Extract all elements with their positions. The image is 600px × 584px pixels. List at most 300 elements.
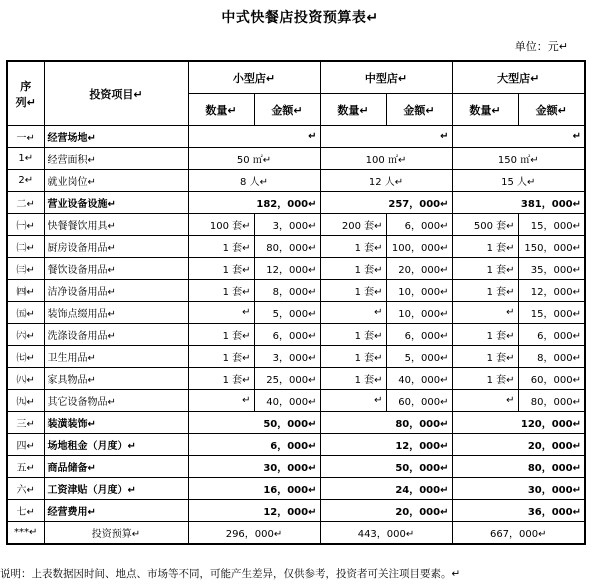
large-total xyxy=(452,434,585,456)
cell-mark: ↵ xyxy=(308,131,317,142)
small-qty-text: 100 套 xyxy=(209,221,243,232)
small-amount xyxy=(254,346,320,368)
cell-mark: ↵ xyxy=(572,221,581,232)
row-item xyxy=(44,434,188,456)
medium-total xyxy=(320,126,452,148)
title-text: 中式快餐店投资预算表 xyxy=(221,10,367,26)
medium-amount xyxy=(386,368,452,390)
row-item xyxy=(44,258,188,280)
cell-mark: ↵ xyxy=(308,243,317,254)
table-row xyxy=(7,258,585,280)
cell-mark: ↵ xyxy=(87,133,96,144)
small-total-text: 30，000 xyxy=(263,463,309,474)
small-amount xyxy=(254,236,320,258)
large-amount xyxy=(518,368,585,390)
large-qty-text: 1 套 xyxy=(486,287,507,298)
cell-mark: ↵ xyxy=(293,103,303,117)
cell-mark: ↵ xyxy=(24,153,34,164)
cell-mark: ↵ xyxy=(26,441,35,452)
cell-mark: ↵ xyxy=(107,331,116,342)
cell-mark: ↵ xyxy=(259,177,268,188)
row-seq-text: 五 xyxy=(16,463,27,474)
cell-mark: ↵ xyxy=(26,375,35,386)
cell-mark: ↵ xyxy=(572,375,581,386)
small-total-text: 12，000 xyxy=(263,507,309,518)
row-item-text: 家具物品 xyxy=(47,375,88,386)
medium-total xyxy=(320,192,452,214)
large-total xyxy=(452,192,585,214)
large-total xyxy=(452,478,585,500)
row-item xyxy=(44,126,188,148)
row-item xyxy=(44,280,188,302)
cell-mark: ↵ xyxy=(440,131,449,142)
cell-mark: ↵ xyxy=(26,133,35,144)
cell-mark: ↵ xyxy=(572,419,581,430)
header-item-text: 投资项目 xyxy=(89,87,134,101)
row-item-text: 投资预算 xyxy=(91,529,132,540)
cell-mark: ↵ xyxy=(538,529,547,540)
row-item xyxy=(44,368,188,390)
small-value-text: 8 人 xyxy=(240,177,260,188)
small-qty-text: 1 套 xyxy=(222,265,243,276)
small-amount-text: 5，000 xyxy=(272,309,309,320)
row-seq xyxy=(7,192,44,214)
medium-total xyxy=(320,456,452,478)
row-seq xyxy=(7,456,44,478)
row-seq-text: 1 xyxy=(18,153,25,164)
cell-mark: ↵ xyxy=(107,243,116,254)
small-total-text: 296，000 xyxy=(225,529,274,540)
cell-mark: ↵ xyxy=(242,395,251,406)
small-amount xyxy=(254,280,320,302)
medium-value xyxy=(320,148,452,170)
small-qty xyxy=(188,280,254,302)
table-row xyxy=(7,346,585,368)
row-item xyxy=(44,412,188,434)
row-item xyxy=(44,500,188,522)
table-row xyxy=(7,302,585,324)
row-item xyxy=(44,390,188,412)
row-seq xyxy=(7,346,44,368)
row-seq xyxy=(7,236,44,258)
large-amount-text: 15，000 xyxy=(530,309,573,320)
cell-mark: ↵ xyxy=(506,353,515,364)
small-qty xyxy=(188,390,254,412)
cell-mark: ↵ xyxy=(26,353,35,364)
cell-mark: ↵ xyxy=(308,419,317,430)
small-amount-text: 3，000 xyxy=(272,353,309,364)
medium-amount-text: 10，000 xyxy=(398,287,441,298)
row-item-text: 洗涤设备用品 xyxy=(47,331,108,342)
budget-table xyxy=(6,60,586,545)
cell-mark: ↵ xyxy=(440,507,449,518)
row-seq xyxy=(7,368,44,390)
medium-amount-text: 10，000 xyxy=(398,309,441,320)
row-seq xyxy=(7,280,44,302)
row-seq xyxy=(7,214,44,236)
cell-mark: ↵ xyxy=(107,397,116,408)
small-amount-text: 25，000 xyxy=(266,375,309,386)
table-row xyxy=(7,456,585,478)
large-total xyxy=(452,412,585,434)
cell-mark: ↵ xyxy=(572,441,581,452)
cell-mark: ↵ xyxy=(107,221,116,232)
cell-mark: ↵ xyxy=(405,529,415,540)
large-value xyxy=(452,148,585,170)
small-qty xyxy=(188,324,254,346)
cell-mark: ↵ xyxy=(242,221,251,232)
medium-amount-text: 40，000 xyxy=(398,375,441,386)
cell-mark: ↵ xyxy=(87,419,96,430)
cell-mark: ↵ xyxy=(87,507,96,518)
row-item-text: 洁净设备用品 xyxy=(47,287,108,298)
large-qty xyxy=(452,346,518,368)
large-amount-text: 150，000 xyxy=(524,243,573,254)
table-row xyxy=(7,390,585,412)
cell-mark: ↵ xyxy=(308,287,317,298)
cell-mark: ↵ xyxy=(440,221,449,232)
row-item xyxy=(44,324,188,346)
cell-mark: ↵ xyxy=(273,529,283,540)
cell-mark: ↵ xyxy=(440,199,449,210)
medium-total-text: 257，000 xyxy=(388,199,441,210)
header-seq-line1: 序 xyxy=(20,79,32,93)
large-qty xyxy=(452,302,518,324)
header-medium-amount xyxy=(386,94,452,126)
medium-total-text: 24，000 xyxy=(395,485,441,496)
cell-mark: ↵ xyxy=(527,177,536,188)
medium-total-text: 50，000 xyxy=(395,463,441,474)
large-total-text: 381，000 xyxy=(520,199,573,210)
table-row xyxy=(7,126,585,148)
cell-mark: ↵ xyxy=(374,243,383,254)
cell-mark: ↵ xyxy=(242,353,251,364)
cell-mark: ↵ xyxy=(374,375,383,386)
cell-mark: ↵ xyxy=(440,309,449,320)
row-seq-text: ㈦ xyxy=(16,353,27,364)
cell-mark: ↵ xyxy=(572,353,581,364)
table-row xyxy=(7,478,585,500)
qty-text: 数量 xyxy=(337,103,360,117)
small-total xyxy=(188,478,320,500)
cell-mark: ↵ xyxy=(87,463,96,474)
cell-mark: ↵ xyxy=(506,243,515,254)
row-seq-text: ㈠ xyxy=(16,221,27,232)
small-amount-text: 80，000 xyxy=(266,243,309,254)
header-small xyxy=(188,61,320,94)
table-row xyxy=(7,192,585,214)
row-item-text: 经营费用 xyxy=(47,507,88,518)
small-qty xyxy=(188,236,254,258)
cell-mark: ↵ xyxy=(107,199,116,210)
small-total xyxy=(188,412,320,434)
cell-mark: ↵ xyxy=(308,375,317,386)
cell-mark: ↵ xyxy=(572,397,581,408)
cell-mark: ↵ xyxy=(506,265,515,276)
cell-mark: ↵ xyxy=(26,95,36,109)
cell-mark: ↵ xyxy=(572,265,581,276)
row-seq-text: ㈣ xyxy=(16,287,27,298)
cell-mark: ↵ xyxy=(87,353,96,364)
medium-amount xyxy=(386,280,452,302)
row-seq xyxy=(7,522,44,545)
row-item-text: 经营场地 xyxy=(47,133,88,144)
large-qty xyxy=(452,324,518,346)
row-item-text: 装饰点缀用品 xyxy=(47,309,108,320)
cell-mark: ↵ xyxy=(308,265,317,276)
cell-mark: ↵ xyxy=(374,353,383,364)
row-seq xyxy=(7,258,44,280)
table-row xyxy=(7,522,585,545)
paragraph-mark: ↵ xyxy=(451,568,461,580)
small-amount xyxy=(254,258,320,280)
large-total xyxy=(452,522,585,545)
unit-label xyxy=(515,38,568,54)
amount-text: 金额 xyxy=(535,103,558,117)
medium-total xyxy=(320,522,452,545)
cell-mark: ↵ xyxy=(308,353,317,364)
cell-mark: ↵ xyxy=(87,375,96,386)
medium-amount xyxy=(386,258,452,280)
small-amount xyxy=(254,324,320,346)
row-seq-text: *** xyxy=(14,527,30,538)
small-qty xyxy=(188,346,254,368)
medium-amount xyxy=(386,324,452,346)
medium-value-text: 100 ㎡ xyxy=(365,155,398,166)
cell-mark: ↵ xyxy=(26,309,35,320)
small-total xyxy=(188,522,320,545)
large-total-text: 667，000 xyxy=(489,529,539,540)
cell-mark: ↵ xyxy=(127,441,136,452)
row-seq-text: ㈨ xyxy=(16,397,27,408)
row-item-text: 商品储备 xyxy=(47,463,88,474)
header-medium-text: 中型店 xyxy=(364,71,398,85)
row-seq-text: ㈥ xyxy=(16,331,27,342)
paragraph-mark: ↵ xyxy=(366,10,379,26)
large-amount-text: 6，000 xyxy=(537,331,573,342)
small-qty xyxy=(188,368,254,390)
small-amount-text: 3，000 xyxy=(272,221,309,232)
large-amount xyxy=(518,390,585,412)
cell-mark: ↵ xyxy=(262,155,272,166)
cell-mark: ↵ xyxy=(26,463,35,474)
row-seq-text: ㈧ xyxy=(16,375,27,386)
medium-value-text: 12 人 xyxy=(368,177,395,188)
small-total-text: 182，000 xyxy=(256,199,309,210)
table-row xyxy=(7,214,585,236)
cell-mark: ↵ xyxy=(374,287,383,298)
cell-mark: ↵ xyxy=(374,307,383,318)
cell-mark: ↵ xyxy=(506,331,515,342)
qty-text: 数量 xyxy=(469,103,492,117)
amount-text: 金额 xyxy=(271,103,294,117)
row-seq xyxy=(7,478,44,500)
row-item xyxy=(44,214,188,236)
cell-mark: ↵ xyxy=(26,265,35,276)
medium-total-text: 80，000 xyxy=(395,419,441,430)
cell-mark: ↵ xyxy=(127,485,136,496)
table-row xyxy=(7,280,585,302)
cell-mark: ↵ xyxy=(506,287,515,298)
row-seq-text: 一 xyxy=(16,133,27,144)
header-medium xyxy=(320,61,452,94)
cell-mark: ↵ xyxy=(242,375,251,386)
cell-mark: ↵ xyxy=(29,527,38,538)
cell-mark: ↵ xyxy=(572,309,581,320)
small-qty-text: 1 套 xyxy=(222,243,243,254)
paragraph-mark: ↵ xyxy=(558,40,568,53)
table-row xyxy=(7,236,585,258)
medium-amount-text: 60，000 xyxy=(398,397,441,408)
small-total xyxy=(188,126,320,148)
cell-mark: ↵ xyxy=(242,265,251,276)
medium-qty-text: 1 套 xyxy=(354,375,375,386)
row-seq xyxy=(7,434,44,456)
cell-mark: ↵ xyxy=(26,243,35,254)
medium-amount-text: 6，000 xyxy=(404,331,441,342)
large-amount xyxy=(518,214,585,236)
cell-mark: ↵ xyxy=(506,375,515,386)
row-seq xyxy=(7,412,44,434)
cell-mark: ↵ xyxy=(308,221,317,232)
small-value xyxy=(188,170,320,192)
large-total-text: 120，000 xyxy=(520,419,573,430)
page-title xyxy=(0,7,600,27)
large-total xyxy=(452,500,585,522)
row-item xyxy=(44,456,188,478)
cell-mark: ↵ xyxy=(26,331,35,342)
table-row xyxy=(7,434,585,456)
medium-qty-text: 200 套 xyxy=(341,221,375,232)
large-total xyxy=(452,126,585,148)
large-amount xyxy=(518,236,585,258)
large-amount xyxy=(518,280,585,302)
large-qty-text: 1 套 xyxy=(486,375,507,386)
small-amount-text: 8，000 xyxy=(272,287,309,298)
footnote xyxy=(0,566,460,581)
cell-mark: ↵ xyxy=(440,375,449,386)
cell-mark: ↵ xyxy=(308,485,317,496)
header-row-1 xyxy=(7,61,585,94)
row-item-text: 其它设备物品 xyxy=(47,397,108,408)
row-item xyxy=(44,192,188,214)
small-amount-text: 6，000 xyxy=(272,331,309,342)
small-qty-text: 1 套 xyxy=(222,331,243,342)
small-total xyxy=(188,192,320,214)
medium-amount xyxy=(386,390,452,412)
cell-mark: ↵ xyxy=(397,71,408,85)
small-value-text: 50 ㎡ xyxy=(236,155,263,166)
table-row xyxy=(7,324,585,346)
row-item xyxy=(44,302,188,324)
cell-mark: ↵ xyxy=(308,463,317,474)
small-qty xyxy=(188,214,254,236)
medium-total-text: 20，000 xyxy=(395,507,441,518)
medium-total-text: 443，000 xyxy=(357,529,406,540)
cell-mark: ↵ xyxy=(530,155,539,166)
cell-mark: ↵ xyxy=(440,485,449,496)
medium-qty xyxy=(320,346,386,368)
large-qty-text: 1 套 xyxy=(486,243,507,254)
row-seq-text: ㈡ xyxy=(16,243,27,254)
row-seq xyxy=(7,170,44,192)
small-amount-text: 12，000 xyxy=(266,265,309,276)
small-amount xyxy=(254,302,320,324)
cell-mark: ↵ xyxy=(440,265,449,276)
header-large-qty xyxy=(452,94,518,126)
cell-mark: ↵ xyxy=(87,177,96,188)
small-value xyxy=(188,148,320,170)
row-item xyxy=(44,478,188,500)
cell-mark: ↵ xyxy=(440,419,449,430)
medium-qty xyxy=(320,280,386,302)
cell-mark: ↵ xyxy=(308,331,317,342)
row-seq xyxy=(7,500,44,522)
cell-mark: ↵ xyxy=(440,243,449,254)
row-item-text: 场地租金（月度） xyxy=(47,441,128,452)
cell-mark: ↵ xyxy=(374,221,383,232)
medium-amount xyxy=(386,236,452,258)
large-total xyxy=(452,456,585,478)
small-qty-text: 1 套 xyxy=(222,353,243,364)
cell-mark: ↵ xyxy=(359,103,369,117)
large-qty xyxy=(452,236,518,258)
cell-mark: ↵ xyxy=(308,397,317,408)
medium-qty xyxy=(320,214,386,236)
medium-qty-text: 1 套 xyxy=(354,243,375,254)
cell-mark: ↵ xyxy=(26,287,35,298)
cell-mark: ↵ xyxy=(227,103,237,117)
cell-mark: ↵ xyxy=(572,507,581,518)
row-seq-text: 七 xyxy=(16,507,27,518)
row-item-text: 装潢装饰 xyxy=(47,419,88,430)
row-seq-text: 三 xyxy=(16,419,27,430)
large-total-text: 30，000 xyxy=(527,485,573,496)
large-qty-text: 1 套 xyxy=(486,353,507,364)
header-medium-qty xyxy=(320,94,386,126)
cell-mark: ↵ xyxy=(242,331,251,342)
row-seq xyxy=(7,302,44,324)
row-item-text: 工资津贴（月度） xyxy=(47,485,128,496)
header-item xyxy=(44,61,188,126)
cell-mark: ↵ xyxy=(374,331,383,342)
cell-mark: ↵ xyxy=(440,287,449,298)
medium-total xyxy=(320,478,452,500)
row-seq-text: 2 xyxy=(18,175,25,186)
small-amount xyxy=(254,390,320,412)
medium-qty xyxy=(320,324,386,346)
table-row xyxy=(7,412,585,434)
small-qty-text: 1 套 xyxy=(222,287,243,298)
large-qty xyxy=(452,368,518,390)
medium-qty-text: 1 套 xyxy=(354,287,375,298)
medium-qty-text: 1 套 xyxy=(354,331,375,342)
row-seq-text: ㈤ xyxy=(16,309,27,320)
row-item xyxy=(44,236,188,258)
cell-mark: ↵ xyxy=(572,199,581,210)
cell-mark: ↵ xyxy=(242,307,251,318)
large-value-text: 150 ㎡ xyxy=(497,155,531,166)
cell-mark: ↵ xyxy=(572,243,581,254)
cell-mark: ↵ xyxy=(107,265,116,276)
cell-mark: ↵ xyxy=(425,103,435,117)
medium-amount xyxy=(386,302,452,324)
row-seq xyxy=(7,148,44,170)
cell-mark: ↵ xyxy=(242,287,251,298)
cell-mark: ↵ xyxy=(572,131,581,142)
cell-mark: ↵ xyxy=(26,199,35,210)
medium-qty xyxy=(320,236,386,258)
